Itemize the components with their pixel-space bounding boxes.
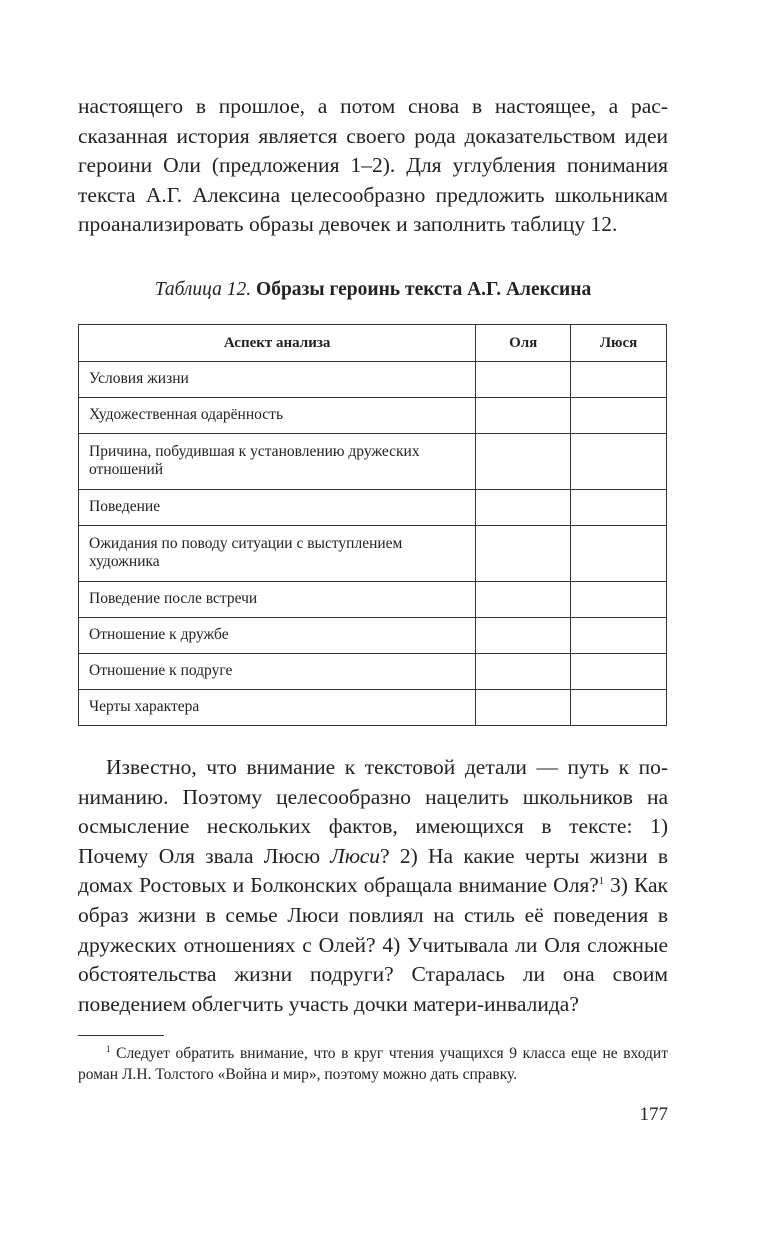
lyusya-cell — [571, 489, 667, 525]
aspect-cell: Художественная одарённость — [79, 397, 476, 433]
page-content — [78, 92, 668, 1085]
olya-cell — [476, 433, 571, 489]
olya-cell — [476, 581, 571, 617]
table-row — [79, 525, 667, 581]
aspect-cell: Условия жизни — [79, 361, 476, 397]
aspect-cell: Ожидания по поводу ситуации с выступлением художника — [79, 525, 476, 581]
bottom-paragraph-part3: 3) Как образ жизни в семье Люси повлиял на стиль её поведения в дружеских отношениях с Олей? 4) Учитывала ли Оля сложные обстоятельства жизни подруги? Старалась ли она своим поведением облегчить участь дочки матери-инвалида? — [78, 873, 668, 1016]
table-caption-number: Таблица 12. — [154, 278, 252, 300]
aspect-cell: Поведение после встречи — [79, 581, 476, 617]
olya-cell — [476, 489, 571, 525]
lyusya-cell — [571, 361, 667, 397]
bottom-paragraph — [78, 753, 668, 1019]
olya-cell — [476, 397, 571, 433]
bottom-paragraph-part1: Известно, что внимание к текстовой детали — путь к пониманию. Поэтому целесообразно нацелить школьников на осмысление нескольких фактов, имеющихся в тексте: 1) Почему Оля звала Люсю — [78, 754, 668, 868]
olya-cell — [476, 653, 571, 689]
table-row — [79, 397, 667, 433]
header-olya: Оля — [476, 324, 571, 361]
aspect-cell: Черты характера — [79, 689, 476, 725]
olya-cell — [476, 525, 571, 581]
aspect-cell: Отношение к подруге — [79, 653, 476, 689]
lyusya-cell — [571, 653, 667, 689]
page-number: 177 — [639, 1104, 668, 1125]
lyusya-cell — [571, 525, 667, 581]
table-row — [79, 489, 667, 525]
table-caption — [78, 277, 668, 303]
lyusya-cell — [571, 617, 667, 653]
top-paragraph: настоящего в прошлое, а потом снова в настоящее, а рассказанная история является своего рода доказательством идеи героини Оли (предложения 1–2). Для углубления понимания текста А.Г. Алексина целесообразно предложить школьникам проанализировать образы девочек и заполнить таблицу 12. — [78, 94, 668, 237]
lyusya-cell — [571, 397, 667, 433]
table-row — [79, 581, 667, 617]
footnote — [78, 1044, 668, 1085]
aspect-cell: Причина, побудившая к установлению дружеских отношений — [79, 433, 476, 489]
lyusya-cell — [571, 433, 667, 489]
olya-cell — [476, 617, 571, 653]
table-row — [79, 361, 667, 397]
table-row — [79, 433, 667, 489]
olya-cell — [476, 361, 571, 397]
aspect-cell: Отношение к дружбе — [79, 617, 476, 653]
heroines-table — [78, 324, 667, 726]
table-row — [79, 617, 667, 653]
footnote-text: Следует обратить внимание, что в круг чтения учащихся 9 класса еще не входит роман Л.Н. Толстого «Война и мир», поэтому можно дать справку. — [78, 1045, 668, 1083]
bottom-paragraph-part2: ? 2) На какие черты жизни в домах Ростовых и Болконских обращала внимание Оля? — [78, 843, 668, 898]
footnote-divider — [78, 1035, 164, 1036]
table-header-row — [79, 324, 667, 361]
table-caption-title: Образы героинь текста А.Г. Алексина — [256, 278, 592, 300]
table-row — [79, 689, 667, 725]
table-row — [79, 653, 667, 689]
footnote-reference: 1 — [598, 876, 604, 888]
footnote-mark: 1 — [106, 1044, 111, 1055]
aspect-cell: Поведение — [79, 489, 476, 525]
header-lyusya: Люся — [571, 324, 667, 361]
lyusya-cell — [571, 689, 667, 725]
header-aspect: Аспект анализа — [79, 324, 476, 361]
olya-cell — [476, 689, 571, 725]
lyusya-cell — [571, 581, 667, 617]
italic-name-lyusi: Люси — [330, 843, 381, 868]
